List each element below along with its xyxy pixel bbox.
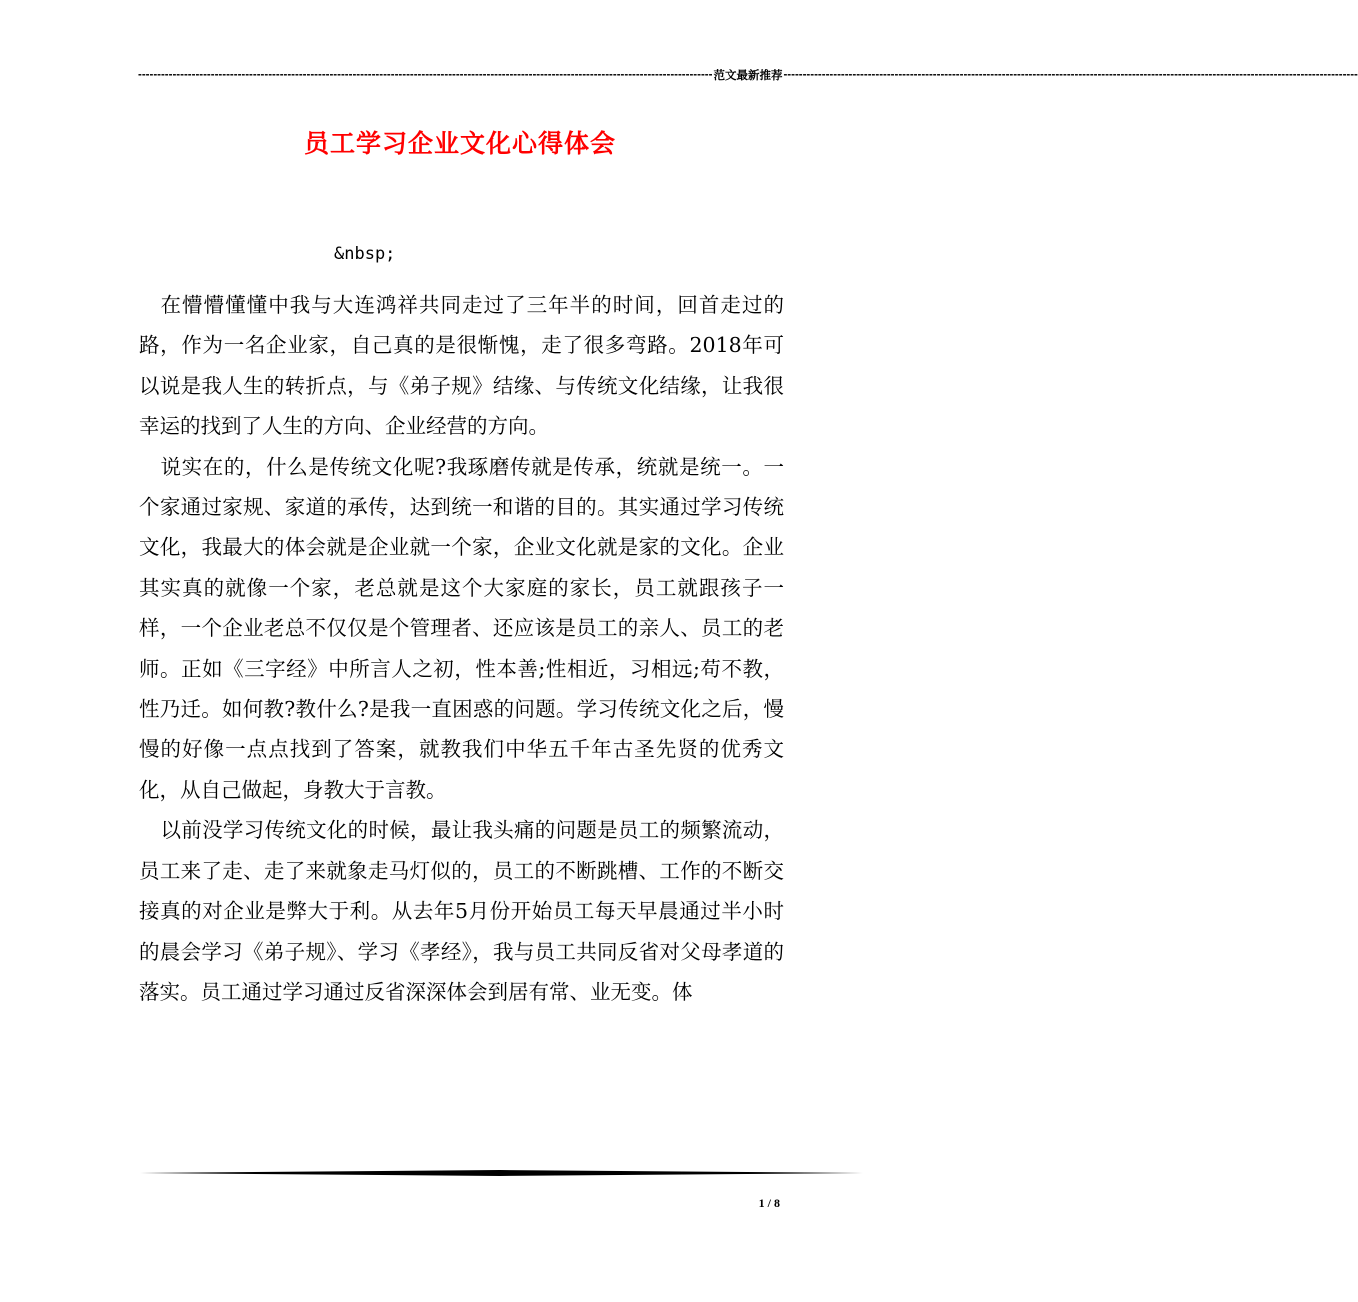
- nbsp-text: &nbsp;: [334, 244, 396, 264]
- paragraph: 说实在的，什么是传统文化呢?我琢磨传就是传承，统就是统一。一个家通过家规、家道的承传，达到统一和谐的目的。其实通过学习传统文化，我最大的体会就是企业就一个家，企业文化就是家的文化。企业其实真的就像一个家，老总就是这个大家庭的家长，员工就跟孩子一样，一个企业老总不仅仅是个管理者、还应该是员工的亲人、员工的老师。正如《三字经》中所言人之初，性本善;性相近，习相远;苟不教，性乃迁。如何教?教什么?是我一直困惑的问题。学习传统文化之后，慢慢的好像一点点找到了答案，就教我们中华五千年古圣先贤的优秀文化，从自己做起，身教大于言教。: [139, 454, 784, 802]
- header-label: 范文最新推荐: [713, 70, 783, 82]
- page-header: [138, 67, 1358, 83]
- header-dashes-right: ------------------------------------------------------------------------------------------------------------------------------------------------------: [783, 69, 1358, 81]
- header-dashes-left: ------------------------------------------------------------------------------------------------------------------------------------------------------: [138, 69, 713, 81]
- document-body: [139, 285, 784, 1012]
- paragraph: 以前没学习传统文化的时候，最让我头痛的问题是员工的频繁流动，员工来了走、走了来就象走马灯似的，员工的不断跳槽、工作的不断交接真的对企业是弊大于利。从去年5月份开始员工每天早晨通过半小时的晨会学习《弟子规》、学习《孝经》，我与员工共同反省对父母孝道的落实。员工通过学习通过反省深深体会到居有常、业无变。体: [139, 818, 784, 1004]
- footer-rule: [140, 1170, 863, 1176]
- paragraph: 在懵懵懂懂中我与大连鸿祥共同走过了三年半的时间，回首走过的路，作为一名企业家，自己真的是很惭愧，走了很多弯路。2018年可以说是我人生的转折点，与《弟子规》结缘、与传统文化结缘，让我很幸运的找到了人生的方向、企业经营的方向。: [139, 293, 784, 439]
- page-number: 1 / 8: [758, 1196, 780, 1210]
- document-title: 员工学习企业文化心得体会: [303, 129, 616, 158]
